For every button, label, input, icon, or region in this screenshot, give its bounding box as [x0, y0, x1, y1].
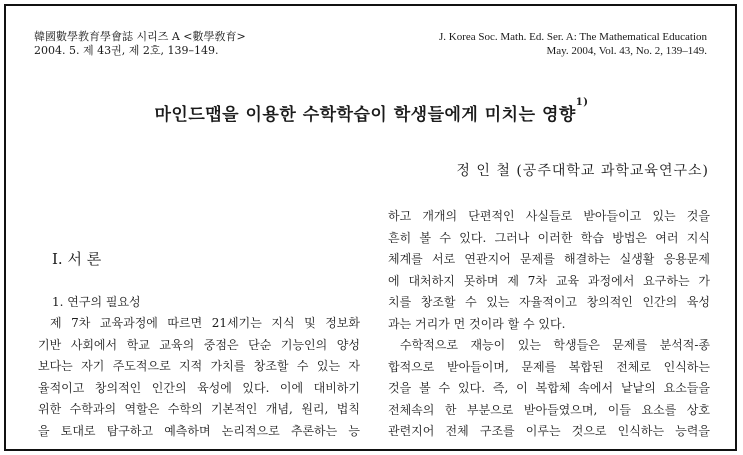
body-line: 을 토대로 탐구하고 예측하며 논리적으로 추론하는 능: [38, 423, 360, 438]
body-line: 에 대처하지 못하며 제 7차 교육 과정에서 요구하는 가: [388, 273, 710, 288]
body-line: 위한 수학과의 역할은 수학의 기본적인 개념, 원리, 법칙: [38, 402, 360, 416]
journal-header-english-line1: J. Korea Soc. Math. Ed. Ser. A: The Mathematical Education: [438, 31, 707, 43]
body-line: 체계를 서로 연관지어 문제를 해결하는 실생활 응용문제: [388, 252, 710, 266]
body-line: 전체속의 한 부분으로 받아들였으며, 이들 요소를 상호: [388, 402, 710, 417]
journal-header-english: [439, 30, 707, 58]
body-line: 것을 볼 수 있다. 즉, 이 복합체 속에서 낱낱의 요소들을: [388, 381, 710, 395]
body-line: 율적이고 창의적인 인간의 육성에 있다. 이에 대비하기: [38, 380, 360, 395]
journal-header-korean-line1: 韓國數學教育學會誌 시리즈 A <數學敎育>: [34, 30, 246, 43]
body-line: 하고 개개의 단편적인 사실들로 받아들이고 있는 것을: [388, 209, 710, 223]
journal-header-korean-line2: 2004. 5. 제 43권, 제 2호, 139–149.: [34, 44, 219, 57]
body-left-column: [38, 313, 360, 442]
section-heading: I. 서 론: [52, 250, 102, 268]
body-line: 합적으로 받아들이며, 문제를 복합된 전체로 인식하는: [388, 359, 710, 374]
body-line: 과는 거리가 먼 것이라 할 수 있다.: [388, 316, 566, 331]
author-affiliation: 정 인 철 (공주대학교 과학교육연구소): [456, 163, 709, 179]
body-line: 제 7차 교육과정에 따르면 21세기는 지식 및 정보화: [50, 316, 360, 330]
body-line: 흔히 볼 수 있다. 그러나 이러한 학습 방법은 여러 지식: [388, 230, 710, 245]
body-line: 보다는 자기 주도적으로 지적 가치를 창조할 수 있는 자: [38, 359, 360, 373]
paper-title: [0, 97, 743, 125]
body-line: 기반 사회에서 학교 교육의 중점은 단순 기능인의 양성: [38, 337, 360, 352]
body-line: 관련지어 전체 구조를 이루는 것으로 인식하는 능력을: [388, 424, 710, 438]
body-right-column: [388, 206, 710, 443]
body-line: 수학적으로 재능이 있는 학생들은 문제를 분석적-종: [400, 338, 710, 352]
journal-header-english-line2: May. 2004, Vol. 43, No. 2, 139–149.: [546, 45, 707, 57]
title-footnote-mark: 1): [575, 97, 589, 108]
journal-header-korean: [34, 30, 246, 58]
subsection-heading: 1. 연구의 필요성: [52, 295, 141, 309]
body-line: 치를 창조할 수 있는 자율적이고 창의적인 인간의 육성: [388, 295, 710, 309]
paper-title-text: 마인드맵을 이용한 수학학습이 학생들에게 미치는 영향: [154, 105, 576, 125]
